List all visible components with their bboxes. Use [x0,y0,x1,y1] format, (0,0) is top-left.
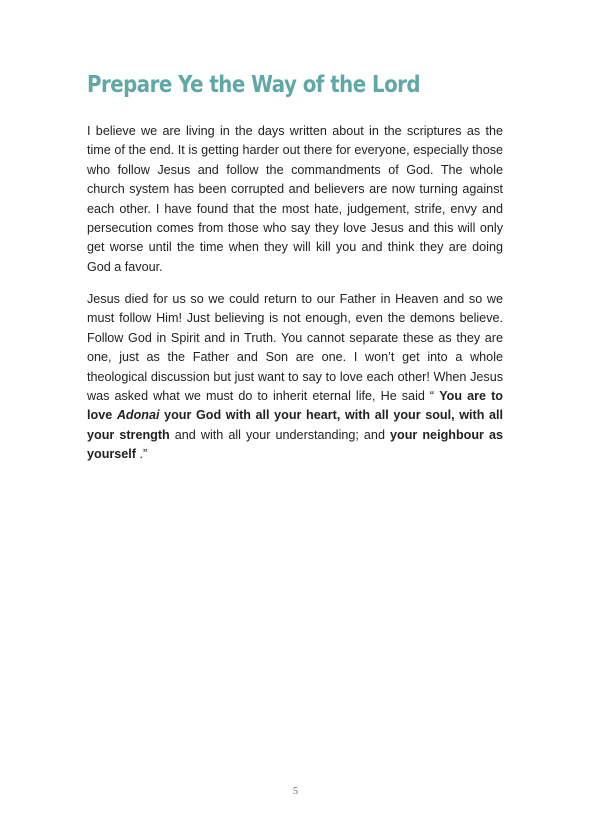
paragraph-2-intro: Jesus died for us so we could return to our Father in Heaven and so we must follow Him! Just believing is not enough, even the demons believe. Follow God in Spirit and in Truth. You cannot separate these as they are one, just as the Father and Son are one. I won’t get into a whole theological discussion but just want to say to love each other! When Jesus was asked what we must do to inherit eternal life, He said “ [87,292,503,404]
paragraph-2 [87,290,503,465]
paragraph-1: I believe we are living in the days written about in the scriptures as the time of the end. It is getting harder out there for everyone, especially those who follow Jesus and follow the commandments of God. The whole church system has been corrupted and believers are now turning against each other. I have found that the most hate, judgement, strife, envy and persecution comes from those who say they love Jesus and this will only get worse until the time when they will kill you and think they are doing God a favour. [87,124,503,274]
quote-neighbour: your neighbour as yourself [87,427,503,462]
paragraph-2-middle: and with all your understanding; and [169,427,391,442]
quote-adonai: Adonai [116,408,160,423]
paragraph-2-ending: .” [136,447,148,462]
page-title: Prepare Ye the Way of the Lord [87,72,421,98]
quote-love-god-start: You are to love [87,389,503,423]
quote-love-god-rest: your God with all your heart, with all your soul, with all your strength [87,408,503,442]
page-number: 5 [293,786,298,797]
